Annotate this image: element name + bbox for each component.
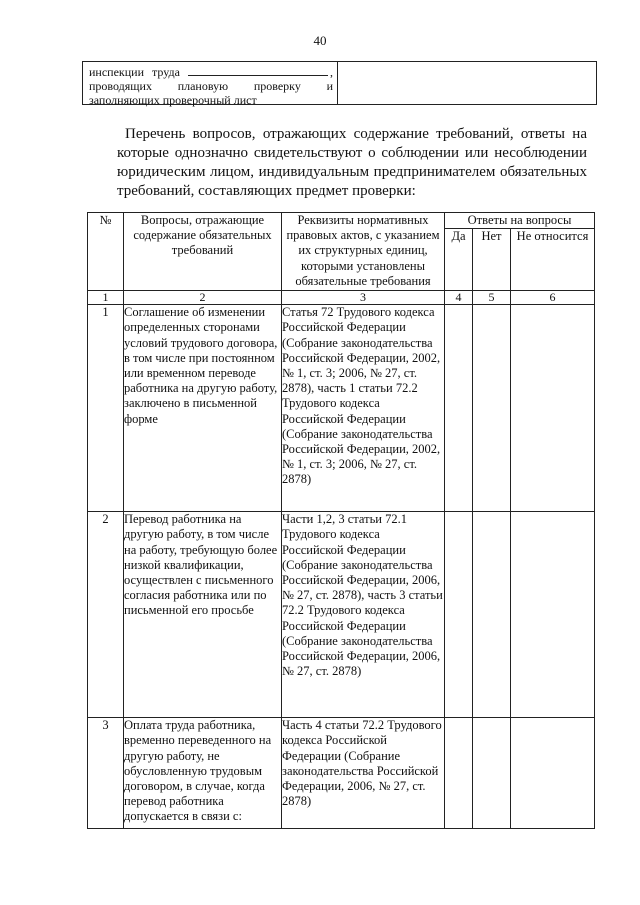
header-requisites: Реквизиты нормативных правовых актов, с указанием их структурных единиц, которыми установлены обязательные требования bbox=[282, 213, 445, 291]
table-row bbox=[88, 718, 595, 829]
row-number: 1 bbox=[88, 305, 124, 512]
answer-yes-cell[interactable] bbox=[445, 718, 473, 829]
answer-no-cell[interactable] bbox=[473, 305, 511, 512]
index-cell: 5 bbox=[473, 291, 511, 305]
answer-not-applicable-cell[interactable] bbox=[511, 718, 595, 829]
fragment-line-3: заполняющих проверочный лист bbox=[89, 93, 257, 107]
header-fragment-empty-cell bbox=[338, 62, 596, 104]
fragment-word-4: и bbox=[326, 79, 333, 93]
fill-in-blank-line bbox=[188, 65, 328, 76]
index-cell: 3 bbox=[282, 291, 445, 305]
requisites-cell: Части 1,2, 3 статьи 72.1 Трудового кодекса Российской Федерации (Собрание законодательства Российской Федерации, 2006, № 27, ст. 2878), часть 3 статьи 72.2 Трудового кодекса Российской Федерации (Собрание законодательства Российской Федерации, 2006, № 27, ст. 2878) bbox=[282, 512, 445, 718]
header-fragment-text bbox=[83, 62, 338, 107]
page-number: 40 bbox=[313, 33, 327, 48]
answer-no-cell[interactable] bbox=[473, 718, 511, 829]
column-index-row bbox=[88, 291, 595, 305]
index-cell: 1 bbox=[88, 291, 124, 305]
fragment-word-3: проверку bbox=[253, 79, 301, 93]
question-cell: Соглашение об изменении определенных сторонами условий трудового договора, в том числе при постоянном или временном переводе работника на другую работу, заключено в письменной форме bbox=[124, 305, 282, 512]
index-cell: 4 bbox=[445, 291, 473, 305]
index-cell: 2 bbox=[124, 291, 282, 305]
row-number: 2 bbox=[88, 512, 124, 718]
fragment-word-2: плановую bbox=[177, 79, 229, 93]
fragment-word-1: проводящих bbox=[89, 79, 152, 93]
header-no: Нет bbox=[473, 229, 511, 291]
requisites-cell: Часть 4 статьи 72.2 Трудового кодекса Российской Федерации (Собрание законодательства Российской Федерации, 2006, № 27, ст. 2878) bbox=[282, 718, 445, 829]
fragment-comma: , bbox=[330, 65, 333, 79]
checklist-table bbox=[87, 212, 595, 829]
header-yes: Да bbox=[445, 229, 473, 291]
header-fragment-table bbox=[82, 61, 597, 105]
fragment-word-labor: труда bbox=[152, 65, 180, 79]
header-row bbox=[88, 213, 595, 229]
header-num: № bbox=[88, 213, 124, 291]
answer-yes-cell[interactable] bbox=[445, 512, 473, 718]
table-row bbox=[88, 305, 595, 512]
answer-no-cell[interactable] bbox=[473, 512, 511, 718]
header-not-applicable: Не относится bbox=[511, 229, 595, 291]
table-row bbox=[88, 512, 595, 718]
checklist-heading-text: Перечень вопросов, отражающих содержание требований, ответы на которые однозначно свидетельствуют о соблюдении или несоблюдении юридическим лицом, индивидуальным предпринимателем обязательных требований, составляющих предмет проверки: bbox=[117, 126, 587, 199]
index-cell: 6 bbox=[511, 291, 595, 305]
checklist-heading bbox=[117, 125, 587, 201]
question-cell: Оплата труда работника, временно переведенного на другую работу, не обусловленную трудовым договором, в случае, когда перевод работника допускается в связи с: bbox=[124, 718, 282, 829]
header-answers: Ответы на вопросы bbox=[445, 213, 595, 229]
row-number: 3 bbox=[88, 718, 124, 829]
answer-not-applicable-cell[interactable] bbox=[511, 305, 595, 512]
requisites-cell: Статья 72 Трудового кодекса Российской Федерации (Собрание законодательства Российской Федерации, 2002, № 1, ст. 3; 2006, № 27, ст. 2878), часть 1 статьи 72.2 Трудового кодекса Российской Федерации (Собрание законодательства Российской Федерации, 2002, № 1, ст. 3; 2006, № 27, ст. 2878) bbox=[282, 305, 445, 512]
answer-yes-cell[interactable] bbox=[445, 305, 473, 512]
header-question: Вопросы, отражающие содержание обязательных требований bbox=[124, 213, 282, 291]
question-cell: Перевод работника на другую работу, в том числе на работу, требующую более низкой квалификации, осуществлен с письменного согласия работника или по письменной его просьбе bbox=[124, 512, 282, 718]
answer-not-applicable-cell[interactable] bbox=[511, 512, 595, 718]
fragment-word-inspection: инспекции bbox=[89, 65, 145, 79]
